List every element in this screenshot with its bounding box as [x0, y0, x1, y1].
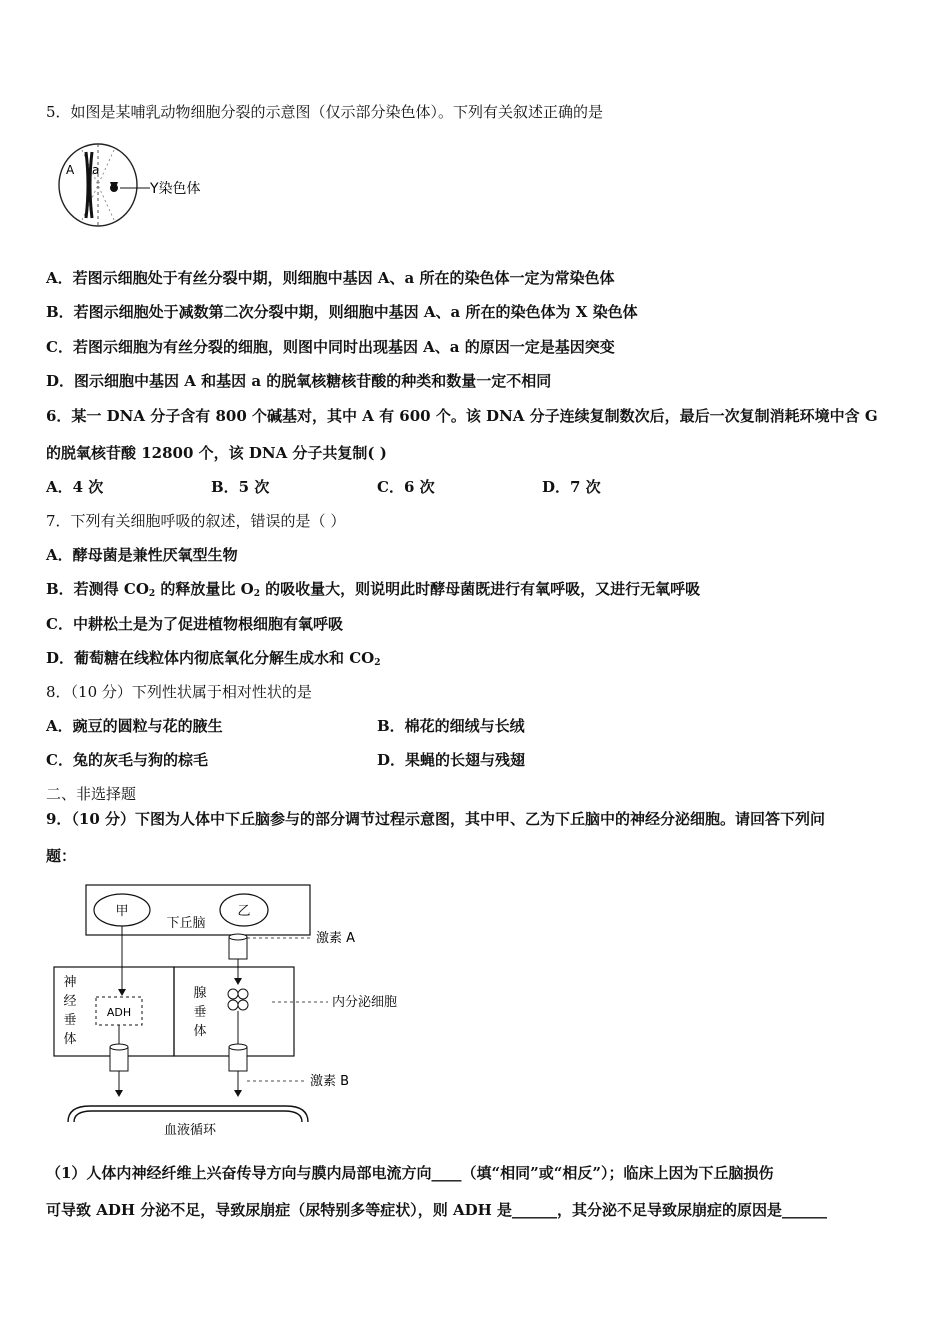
q5-option-a: A．若图示细胞处于有丝分裂中期，则细胞中基因 A、a 所在的染色体一定为常染色体: [46, 269, 615, 287]
gene-a-upper-label: A: [66, 163, 75, 177]
adeno-pituitary-char-1: 腺: [193, 986, 207, 1001]
q6-stem-line2: 的脱氧核苷酸 12800 个，该 DNA 分子共复制( ): [46, 444, 387, 462]
q5-option-d: D．图示细胞中基因 A 和基因 a 的脱氧核糖核苷酸的种类和数量一定不相同: [46, 372, 552, 390]
q8-option-c: C．兔的灰毛与狗的棕毛: [46, 751, 208, 769]
q7-option-d: D．葡萄糖在线粒体内彻底氧化分解生成水和 $CO_2$: [46, 649, 381, 668]
q9-sub1-line1: （1）人体内神经纤维上兴奋传导方向与膜内局部电流方向____（填“相同”或“相反”）；临床上因为下丘脑损伤: [46, 1164, 774, 1182]
hormone-b-label: 激素 B: [310, 1074, 350, 1089]
q7-stem: 7．下列有关细胞呼吸的叙述，错误的是（ ）: [46, 512, 346, 530]
q5-cell-figure: [52, 138, 232, 230]
q7-option-a: A．酵母菌是兼性厌氧型生物: [46, 546, 238, 564]
hormone-a-label: 激素 A: [316, 931, 356, 946]
q6-stem-line1: 6．某一 DNA 分子含有 800 个碱基对，其中 A 有 600 个。该 DNA 分子连续复制数次后，最后一次复制消耗环境中含 G: [46, 407, 878, 425]
hypothalamus-label: 下丘脑: [166, 916, 206, 931]
q5-stem: 5．如图是某哺乳动物细胞分裂的示意图（仅示部分染色体）。下列有关叙述正确的是: [46, 103, 604, 121]
q9-stem-line2: 题：: [46, 847, 77, 865]
cell-yi-label: 乙: [237, 904, 251, 919]
q6-option-d: D．7 次: [542, 478, 601, 496]
q9-sub1-line2: 可导致 ADH 分泌不足，导致尿崩症（尿特别多等症状），则 ADH 是______，其分泌不足导致尿崩症的原因是______: [46, 1201, 828, 1219]
q6-option-a: A．4 次: [46, 478, 104, 496]
gene-a-lower-label: a: [92, 163, 100, 177]
q7-option-c: C．中耕松土是为了促进植物根细胞有氧呼吸: [46, 615, 343, 633]
q9-stem-line1: 9．（10 分）下图为人体中下丘脑参与的部分调节过程示意图，其中甲、乙为下丘脑中的神经分泌细胞。请回答下列问: [46, 810, 826, 828]
q7-option-b: B．若测得 $CO_2$ 的释放量比 $O_2$ 的吸收量大，则说明此时酵母菌既进行有氧呼吸，又进行无氧呼吸: [46, 580, 701, 599]
section-heading: 二、非选择题: [46, 785, 137, 803]
adeno-pituitary-char-2: 垂: [193, 1005, 207, 1020]
neuro-pituitary-char-2: 经: [63, 994, 77, 1009]
endocrine-cell-label: 内分泌细胞: [332, 995, 398, 1010]
adeno-pituitary-char-3: 体: [193, 1024, 207, 1039]
q5-option-c: C．若图示细胞为有丝分裂的细胞，则图中同时出现基因 A、a 的原因一定是基因突变: [46, 338, 615, 356]
q6-option-c: C．6 次: [377, 478, 435, 496]
q6-option-b: B．5 次: [211, 478, 270, 496]
q5-option-b: B．若图示细胞处于减数第二次分裂中期，则细胞中基因 A、a 所在的染色体为 X 染色体: [46, 303, 638, 321]
q8-option-d: D．果蝇的长翅与残翅: [377, 751, 526, 769]
neuro-pituitary-char-1: 神: [63, 975, 77, 990]
blood-circulation-label: 血液循环: [163, 1123, 217, 1138]
q8-option-a: A．豌豆的圆粒与花的腋生: [46, 717, 223, 735]
q8-stem: 8．（10 分）下列性状属于相对性状的是: [46, 683, 312, 701]
cell-jia-label: 甲: [115, 904, 129, 919]
neuro-pituitary-char-4: 体: [63, 1032, 77, 1047]
neuro-pituitary-char-3: 垂: [63, 1013, 77, 1028]
q8-option-b: B．棉花的细绒与长绒: [377, 717, 525, 735]
hypothalamus-diagram: [50, 878, 420, 1146]
y-chromosome-label: Y染色体: [150, 181, 201, 197]
adh-label: ADH: [106, 1006, 132, 1019]
